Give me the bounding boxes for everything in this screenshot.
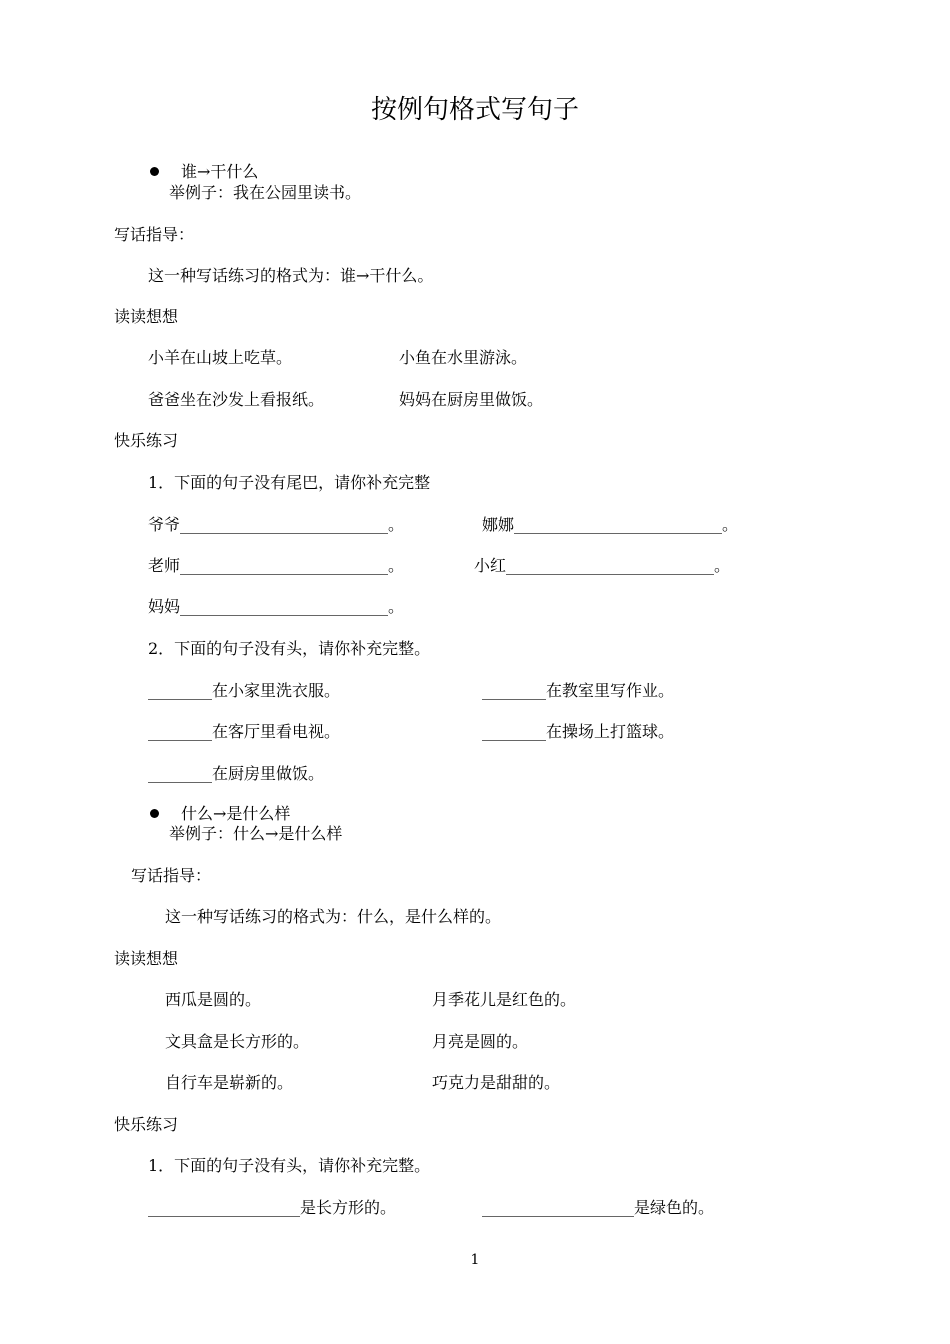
section2-heading: 什么→是什么样	[181, 804, 291, 823]
read-item: 月季花儿是红色的。	[432, 990, 577, 1009]
fill-blank-item: ___________________是绿色的。	[482, 1198, 715, 1217]
fill-blank-item: ___________________是长方形的。	[148, 1198, 397, 1217]
fill-blank-item: ________在厨房里做饭。	[148, 764, 325, 783]
page-title: 按例句格式写句子	[370, 95, 579, 125]
fill-blank-item: ________在小家里洗衣服。	[148, 681, 341, 700]
read-item: 爸爸坐在沙发上看报纸。	[148, 390, 325, 409]
section2-guide-label: 写话指导：	[131, 866, 212, 885]
section2-practice-label: 快乐练习	[114, 1115, 179, 1134]
read-item: 自行车是崭新的。	[165, 1073, 294, 1092]
read-item: 小鱼在水里游泳。	[399, 348, 528, 367]
page-number: 1	[470, 1252, 480, 1268]
section1-read-label: 读读想想	[114, 307, 179, 326]
read-item: 文具盒是长方形的。	[165, 1032, 310, 1051]
section2-guide-text: 这一种写话练习的格式为：什么，是什么样的。	[165, 907, 502, 926]
section2-q1: 1．下面的句子没有头，请你补充完整。	[148, 1156, 431, 1175]
read-item: 妈妈在厨房里做饭。	[399, 390, 544, 409]
fill-blank-item: ________在操场上打篮球。	[482, 722, 675, 741]
read-item: 巧克力是甜甜的。	[432, 1073, 561, 1092]
bullet-icon	[150, 167, 159, 176]
section1-guide-label: 写话指导：	[114, 225, 195, 244]
section1-practice-label: 快乐练习	[114, 431, 179, 450]
section1-heading: 谁→干什么	[181, 162, 259, 181]
fill-blank-item: 娜娜__________________________。	[482, 515, 739, 534]
fill-blank-item: 妈妈__________________________。	[148, 597, 405, 616]
section2-read-label: 读读想想	[114, 949, 179, 968]
read-item: 小羊在山坡上吃草。	[148, 348, 293, 367]
section1-example: 举例子：我在公园里读书。	[169, 183, 362, 202]
fill-blank-item: 老师__________________________。	[148, 556, 405, 575]
section1-q1: 1．下面的句子没有尾巴，请你补充完整	[148, 473, 431, 492]
fill-blank-item: 爷爷__________________________。	[148, 515, 405, 534]
read-item: 月亮是圆的。	[432, 1032, 529, 1051]
section2-example: 举例子：什么→是什么样	[169, 824, 343, 843]
section1-guide-text: 这一种写话练习的格式为：谁→干什么。	[148, 266, 434, 285]
read-item: 西瓜是圆的。	[165, 990, 262, 1009]
fill-blank-item: ________在客厅里看电视。	[148, 722, 341, 741]
bullet-icon	[150, 809, 159, 818]
fill-blank-item: ________在教室里写作业。	[482, 681, 675, 700]
fill-blank-item: 小红__________________________。	[474, 556, 731, 575]
section1-q2: 2．下面的句子没有头，请你补充完整。	[148, 639, 431, 658]
